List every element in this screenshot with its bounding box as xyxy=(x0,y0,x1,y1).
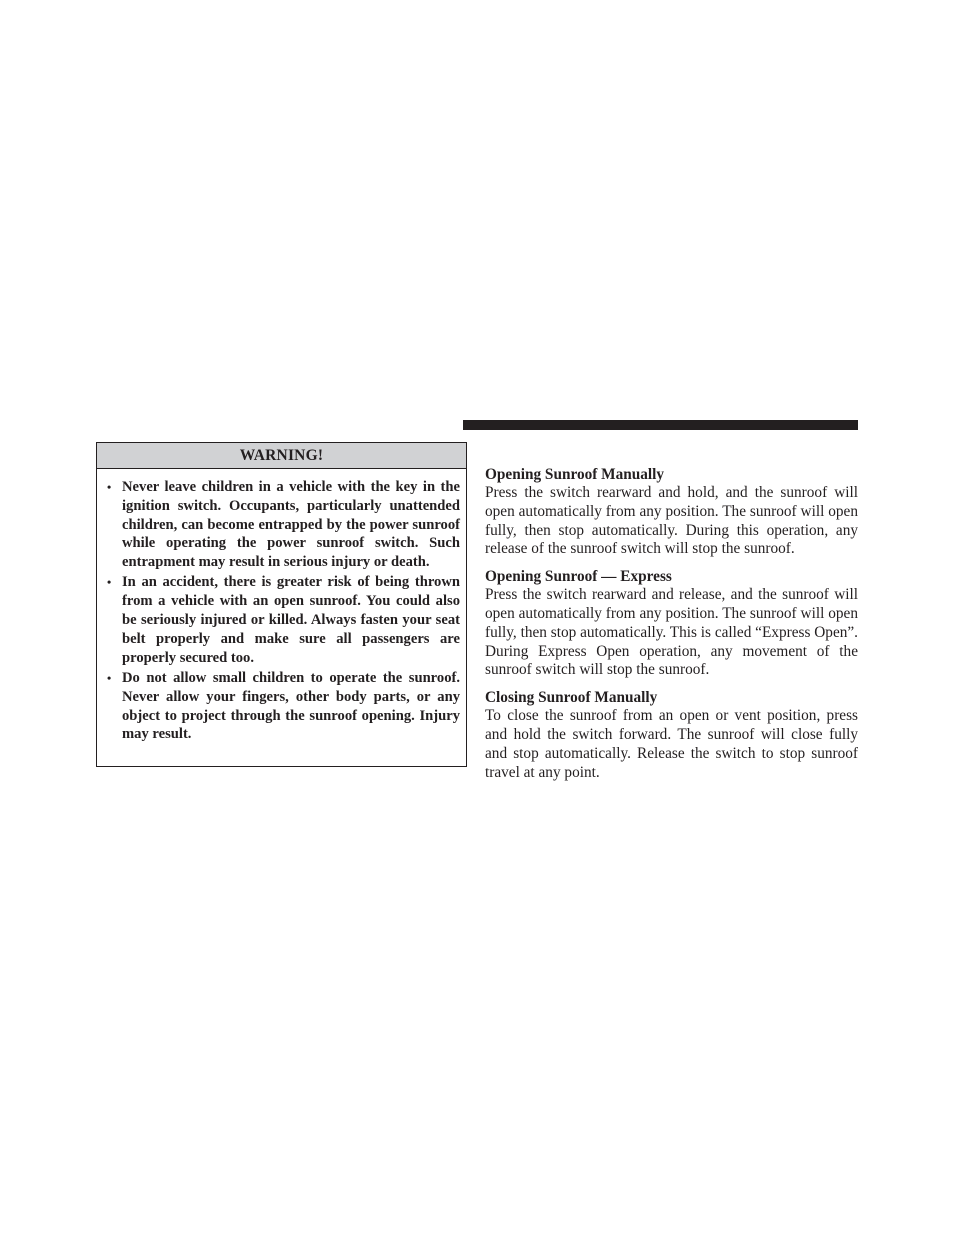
section-heading: Opening Sunroof Manually xyxy=(485,466,665,483)
warning-list xyxy=(97,469,466,744)
bullet-icon: • xyxy=(107,480,112,494)
warning-item-text: In an accident, there is greater risk of being thrown from a vehicle with an open sunroof. You could also be seriously injured or killed. Always fasten your seat belt properly and make sure all passengers are properly secured too. xyxy=(122,574,460,666)
section-body: Press the switch rearward and release, and the sunroof will open automatically from any position. The sunroof will open fully, then stop automatically. This is called “Express Open”. During Express Open operation, any movement of the sunroof switch will stop the sunroof. xyxy=(485,586,858,679)
section-opening-express xyxy=(485,567,858,680)
warning-item-text: Do not allow small children to operate the sunroof. Never allow your fingers, other body parts, or any object to project through the sunroof opening. Injury may result. xyxy=(122,669,460,743)
warning-item xyxy=(107,669,460,744)
section-heading: Opening Sunroof — Express xyxy=(485,568,672,586)
section-body: Press the switch rearward and hold, and the sunroof will open automatically from any position. The sunroof will open fully, then stop automatically. During this operation, any release of the sunroof switch will stop the sunroof. xyxy=(485,484,858,558)
warning-item xyxy=(107,478,460,572)
section-heading: Closing Sunroof Manually xyxy=(485,689,658,707)
warning-item-text: Never leave children in a vehicle with the key in the ignition switch. Occupants, particularly unattended children, can become entrapped by the power sunroof while operating the power sunroof switch. Such entrapment may result in serious injury or death. xyxy=(122,479,460,571)
bullet-icon: • xyxy=(107,575,112,590)
bullet-icon: • xyxy=(107,670,112,685)
section-divider-bar xyxy=(463,420,858,430)
warning-box xyxy=(96,442,467,767)
warning-title: WARNING! xyxy=(97,443,466,469)
section-body: To close the sunroof from an open or vent position, press and hold the switch forward. The sunroof will close fully and stop automatically. Release the switch to stop sunroof travel at any point. xyxy=(485,707,858,781)
warning-item xyxy=(107,573,460,667)
section-closing-manually xyxy=(485,688,858,782)
instructions-column xyxy=(485,465,858,790)
section-opening-manually xyxy=(485,465,858,559)
